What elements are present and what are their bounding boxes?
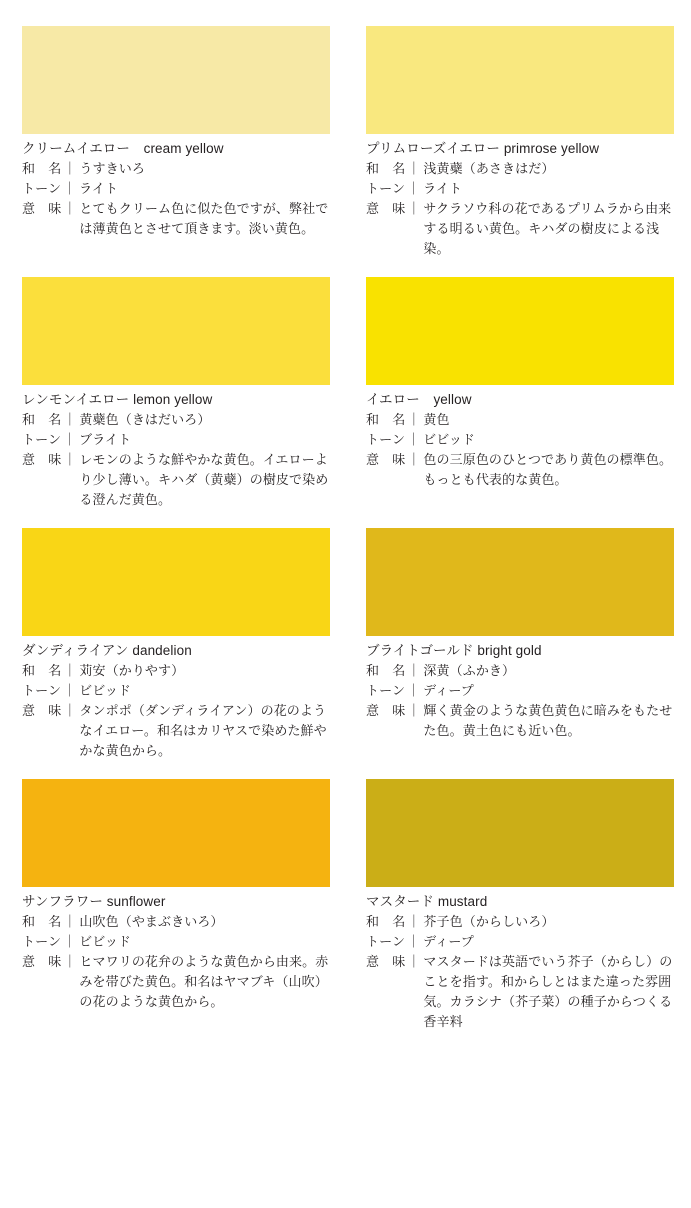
separator: ｜ (407, 663, 421, 678)
tone-value: ブライト (79, 432, 132, 447)
tone-label: トーン (366, 683, 406, 698)
wamei-row (366, 410, 674, 430)
tone-value: ライト (423, 181, 463, 196)
separator: ｜ (63, 934, 77, 949)
color-swatch (22, 779, 330, 887)
wamei-value: 深黄（ふかき） (423, 663, 516, 678)
meaning-row (366, 701, 674, 741)
color-swatch (22, 277, 330, 385)
separator: ｜ (407, 161, 421, 176)
meaning-label: 意 味 (22, 452, 62, 467)
tone-row (22, 179, 330, 199)
meaning-label: 意 味 (366, 452, 406, 467)
wamei-row (22, 912, 330, 932)
wamei-value: 黄色 (423, 412, 450, 427)
wamei-row (366, 912, 674, 932)
meaning-row (366, 952, 674, 1032)
separator: ｜ (407, 452, 421, 467)
meaning-label: 意 味 (22, 954, 62, 969)
color-swatch (22, 528, 330, 636)
tone-label: トーン (22, 683, 62, 698)
separator: ｜ (407, 432, 421, 447)
tone-label: トーン (366, 934, 406, 949)
meaning-row (22, 952, 330, 1012)
tone-label: トーン (22, 934, 62, 949)
color-name: マスタード mustard (366, 894, 488, 909)
wamei-label: 和 名 (22, 663, 62, 678)
separator: ｜ (407, 703, 421, 718)
meaning-value: サクラソウ科の花であるプリムラから由来する明るい黄色。キハダの樹皮による浅染。 (423, 201, 672, 256)
color-swatch (22, 26, 330, 134)
tone-row (366, 179, 674, 199)
tone-label: トーン (366, 181, 406, 196)
tone-row (366, 932, 674, 952)
tone-value: ディープ (423, 683, 474, 698)
tone-value: ビビッド (79, 934, 132, 949)
tone-row (366, 430, 674, 450)
meaning-value: レモンのような鮮やかな黄色。イエローより少し薄い。キハダ（黄蘗）の樹皮で染める澄んだ黄色。 (79, 452, 329, 507)
tone-label: トーン (366, 432, 406, 447)
color-name: イエロー yellow (366, 392, 472, 407)
color-swatch (366, 277, 674, 385)
tone-value: ビビッド (423, 432, 476, 447)
separator: ｜ (407, 954, 421, 969)
tone-row (22, 932, 330, 952)
meaning-label: 意 味 (22, 703, 62, 718)
meaning-label: 意 味 (366, 703, 406, 718)
separator: ｜ (63, 161, 77, 176)
meaning-row (366, 199, 674, 259)
wamei-value: 山吹色（やまぶきいろ） (79, 914, 224, 929)
meaning-row (22, 701, 330, 761)
separator: ｜ (63, 201, 77, 216)
wamei-row (22, 159, 330, 179)
meaning-label: 意 味 (366, 201, 406, 216)
tone-label: トーン (22, 181, 62, 196)
meaning-value: ヒマワリの花弁のような黄色から由来。赤みを帯びた黄色。和名はヤマブキ（山吹）の花のような黄色から。 (79, 954, 329, 1009)
separator: ｜ (63, 954, 77, 969)
separator: ｜ (63, 703, 77, 718)
separator: ｜ (63, 181, 77, 196)
tone-value: ライト (79, 181, 119, 196)
meaning-row (22, 199, 330, 239)
separator: ｜ (407, 934, 421, 949)
tone-row (22, 430, 330, 450)
color-card (366, 528, 674, 761)
separator: ｜ (407, 181, 421, 196)
tone-value: ビビッド (79, 683, 132, 698)
color-card (22, 779, 330, 1032)
wamei-value: 黄蘗色（きはだいろ） (79, 412, 211, 427)
tone-value: ディープ (423, 934, 474, 949)
wamei-value: 芥子色（からしいろ） (423, 914, 555, 929)
wamei-label: 和 名 (22, 161, 62, 176)
meaning-value: 輝く黄金のような黄色黄色に暗みをもたせた色。黄土色にも近い色。 (423, 703, 673, 738)
color-card (22, 26, 330, 259)
color-card (22, 528, 330, 761)
separator: ｜ (407, 683, 421, 698)
separator: ｜ (407, 412, 421, 427)
meaning-row (366, 450, 674, 490)
meaning-label: 意 味 (366, 954, 406, 969)
wamei-label: 和 名 (366, 914, 406, 929)
color-card-grid (22, 26, 673, 1050)
wamei-row (22, 661, 330, 681)
color-name: サンフラワー sunflower (22, 894, 166, 909)
tone-label: トーン (22, 432, 62, 447)
color-swatch (366, 26, 674, 134)
separator: ｜ (407, 914, 421, 929)
separator: ｜ (63, 432, 77, 447)
wamei-row (22, 410, 330, 430)
meaning-value: 色の三原色のひとつであり黄色の標準色。もっとも代表的な黄色。 (423, 452, 673, 487)
wamei-label: 和 名 (22, 412, 62, 427)
wamei-label: 和 名 (366, 161, 406, 176)
wamei-value: うすきいろ (79, 161, 145, 176)
meaning-value: タンポポ（ダンディライアン）の花のようなイエロー。和名はカリヤスで染めた鮮やかな黄色から。 (79, 703, 327, 758)
tone-row (22, 681, 330, 701)
separator: ｜ (63, 452, 77, 467)
color-name: ブライトゴールド bright gold (366, 643, 542, 658)
separator: ｜ (63, 683, 77, 698)
wamei-label: 和 名 (366, 412, 406, 427)
wamei-row (366, 159, 674, 179)
color-swatch (366, 779, 674, 887)
meaning-row (22, 450, 330, 510)
color-swatch (366, 528, 674, 636)
separator: ｜ (63, 914, 77, 929)
wamei-label: 和 名 (366, 663, 406, 678)
color-card (366, 779, 674, 1032)
color-name: ダンディライアン dandelion (22, 643, 192, 658)
wamei-value: 苅安（かりやす） (79, 663, 185, 678)
color-name: クリームイエロー cream yellow (22, 141, 224, 156)
separator: ｜ (63, 663, 77, 678)
wamei-row (366, 661, 674, 681)
color-card (366, 277, 674, 510)
wamei-value: 浅黄蘗（あさきはだ） (423, 161, 555, 176)
separator: ｜ (63, 412, 77, 427)
wamei-label: 和 名 (22, 914, 62, 929)
color-card (366, 26, 674, 259)
separator: ｜ (407, 201, 421, 216)
color-name: レンモンイエロー lemon yellow (22, 392, 213, 407)
meaning-label: 意 味 (22, 201, 62, 216)
meaning-value: とてもクリーム色に似た色ですが、弊社では薄黄色とさせて頂きます。淡い黄色。 (79, 201, 329, 236)
color-name: プリムローズイエロー primrose yellow (366, 141, 600, 156)
tone-row (366, 681, 674, 701)
color-card (22, 277, 330, 510)
meaning-value: マスタードは英語でいう芥子（からし）のことを指す。和からしとはまた違った雰囲気。カラシナ（芥子菜）の種子からつくる香辛料 (423, 954, 673, 1029)
